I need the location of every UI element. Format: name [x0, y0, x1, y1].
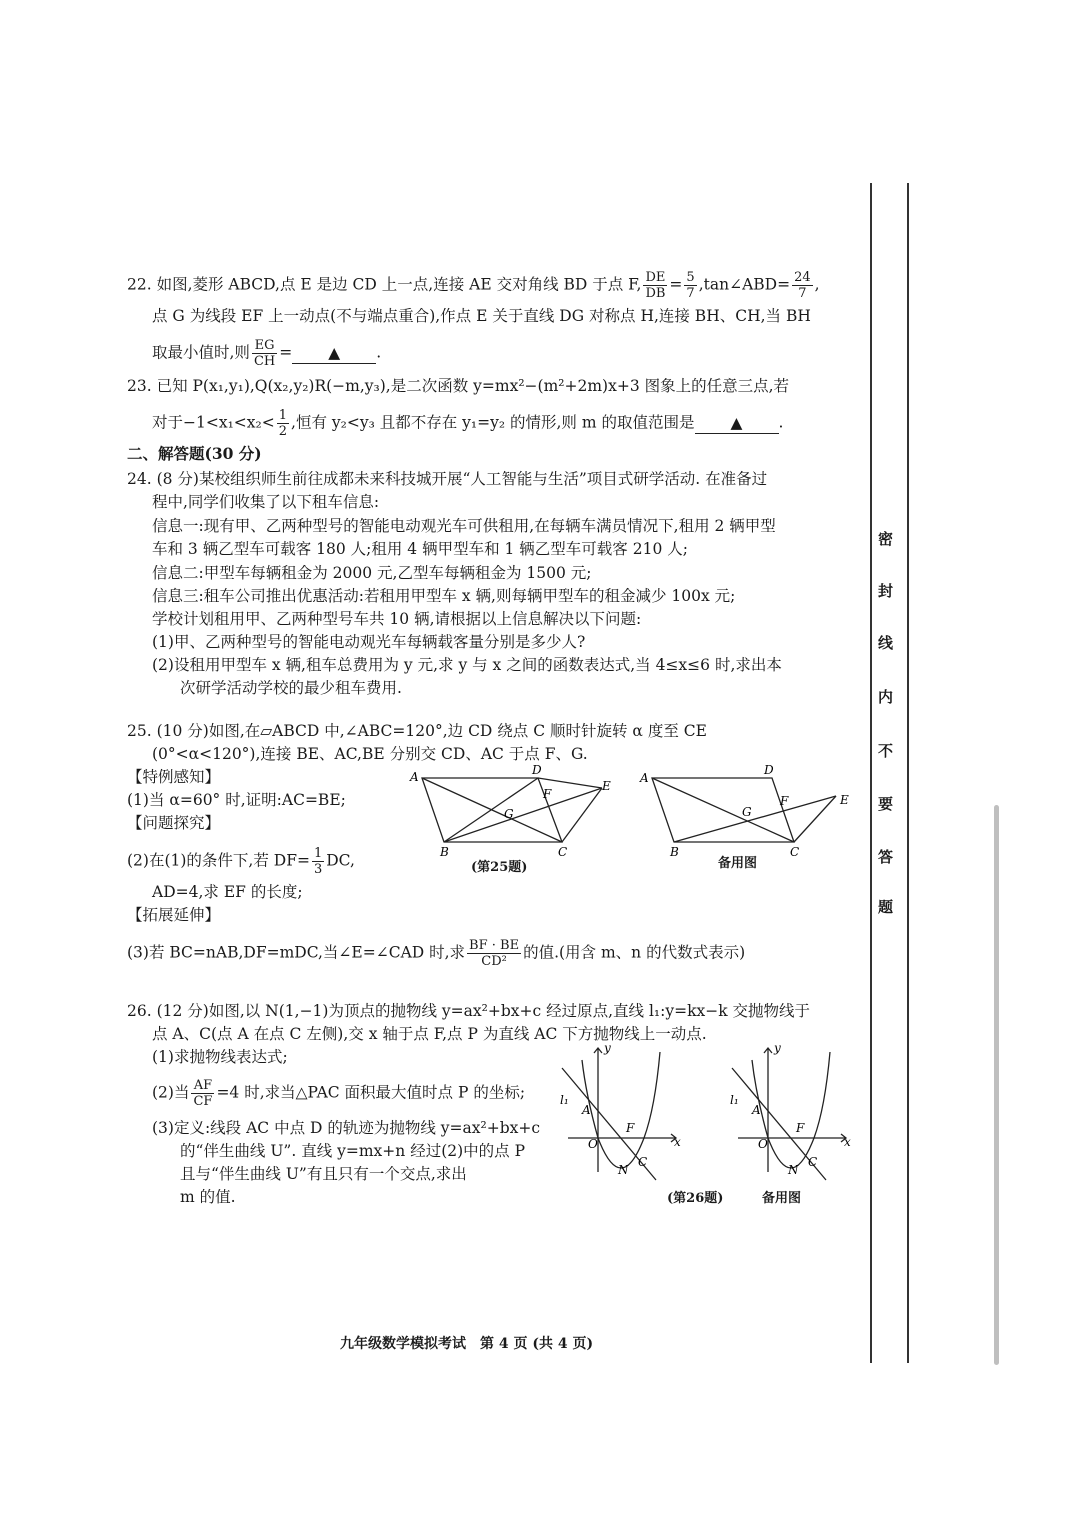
- q25-text: DC,: [326, 851, 355, 870]
- q25-spare-caption: 备用图: [718, 856, 758, 871]
- q25-frac-third: [312, 846, 324, 877]
- label-o: O: [588, 1137, 598, 1151]
- label-c: C: [790, 845, 800, 859]
- q24-line2: 程中,同学们收集了以下租车信息:: [152, 493, 380, 511]
- q25-heading1: 【特例感知】: [127, 768, 221, 786]
- q24-info1-cont: 车和 3 辆乙型车可载客 180 人;租用 4 辆甲型车和 1 辆乙型车可载客 210 人;: [152, 540, 688, 558]
- label-g: G: [504, 807, 514, 821]
- frac-den: DB: [645, 286, 666, 301]
- q23-text: ,恒有 y₂<y₃ 且都不存在 y₁=y₂ 的情形,则 m 的取值范围是: [291, 413, 695, 432]
- frac-den: 3: [313, 862, 323, 877]
- comma: ,: [814, 275, 820, 294]
- answer-blank: ▲: [292, 343, 376, 364]
- q22-line3: [152, 338, 381, 369]
- label-c: C: [638, 1155, 648, 1169]
- period: .: [376, 343, 382, 362]
- q26-line1: 26. (12 分)如图,以 N(1,−1)为顶点的抛物线 y=ax²+bx+c 经过原点,直线 l₁:y=kx−k 交抛物线于: [127, 1002, 811, 1020]
- q24-line1: 24. (8 分)某校组织师生前往成都未来科技城开展“人工智能与生活”项目式研学活动. 在准备过: [127, 470, 768, 488]
- q22-line2: 点 G 为线段 EF 上一动点(不与端点重合),作点 E 关于直线 DG 对称点 H,连接 BH、CH,当 BH: [152, 307, 811, 325]
- axis-y-label: y: [604, 1041, 611, 1055]
- q26-frac-af-cf: [191, 1078, 214, 1109]
- seal-line-inner: [870, 183, 872, 1363]
- q26-part3-cont1: 的“伴生曲线 U”. 直线 y=mx+n 经过(2)中的点 P: [180, 1142, 526, 1160]
- frac-num: BF · BE: [469, 938, 520, 953]
- section-heading: 二、解答题(30 分): [127, 444, 262, 463]
- q24-part2-cont: 次研学活动学校的最少租车费用.: [180, 679, 402, 697]
- axis-x-label: x: [844, 1135, 851, 1149]
- q24-part2: (2)设租用甲型车 x 辆,租车总费用为 y 元,求 y 与 x 之间的函数表达式,当 4≤x≤6 时,求出本: [152, 656, 782, 674]
- q26-part2: [152, 1078, 525, 1109]
- frac-den: CH: [253, 354, 276, 369]
- label-e: E: [602, 779, 611, 793]
- q22-frac-24-7: [792, 270, 813, 301]
- q25-heading3: 【拓展延伸】: [127, 906, 221, 924]
- frac-den: 2: [278, 424, 288, 439]
- seal-char: 线: [878, 634, 894, 652]
- frac-num: 5: [686, 270, 695, 285]
- axis-y-label: y: [774, 1041, 781, 1055]
- label-d: D: [532, 763, 542, 777]
- seal-char: 密: [878, 530, 894, 548]
- q22-frac-5-7: [684, 270, 696, 301]
- seal-line-outer: [907, 183, 909, 1363]
- frac-den: 7: [798, 286, 807, 301]
- q23-line2: [152, 408, 783, 439]
- q24-info1: 信息一:现有甲、乙两种型号的智能电动观光车可供租用,在每辆车满员情况下,租用 2 辆甲型: [152, 517, 776, 535]
- q26-figure-main: [560, 1040, 685, 1180]
- frac-den: CD²: [481, 954, 507, 969]
- q26-line2: 点 A、C(点 A 在点 C 左侧),交 x 轴于点 F,点 P 为直线 AC 下方抛物线上一动点.: [152, 1025, 707, 1043]
- q22-line1: [127, 270, 820, 301]
- label-c: C: [558, 845, 568, 859]
- q23-text: 对于−1<x₁<x₂<: [152, 413, 275, 432]
- frac-den: 7: [686, 286, 695, 301]
- period: .: [778, 413, 784, 432]
- answer-blank: ▲: [695, 413, 779, 434]
- q22-text: 22. 如图,菱形 ABCD,点 E 是边 CD 上一点,连接 AE 交对角线 BD 于点 F,: [127, 275, 642, 294]
- q25-part2-cont: AD=4,求 EF 的长度;: [152, 883, 303, 901]
- q26-part1: (1)求抛物线表达式;: [152, 1048, 288, 1066]
- label-n: N: [788, 1163, 799, 1177]
- q26-part3: (3)定义:线段 AC 中点 D 的轨迹为抛物线 y=ax²+bx+c: [152, 1119, 541, 1137]
- page-footer: 九年级数学模拟考试 第 4 页 (共 4 页): [340, 1336, 594, 1352]
- q26-figure-spare: [730, 1040, 855, 1180]
- label-n: N: [618, 1163, 629, 1177]
- q26-spare-caption: 备用图: [762, 1191, 802, 1206]
- q25-text: (2)在(1)的条件下,若 DF=: [127, 851, 310, 870]
- q25-figure-main: [400, 760, 620, 860]
- seal-char: 封: [878, 582, 894, 600]
- label-d: D: [764, 763, 774, 777]
- frac-num: 1: [278, 408, 288, 423]
- label-l1: l₁: [730, 1093, 739, 1107]
- q22-frac-de-db: [643, 270, 667, 301]
- q22-text: 取最小值时,则: [152, 343, 250, 362]
- scrollbar-thumb[interactable]: [994, 805, 999, 1365]
- label-a: A: [582, 1103, 591, 1117]
- seal-char: 题: [878, 898, 894, 916]
- label-g: G: [742, 805, 752, 819]
- frac-den: CF: [193, 1094, 213, 1109]
- label-a: A: [640, 771, 649, 785]
- label-f: F: [780, 794, 789, 808]
- q25-line2: (0°<α<120°),连接 BE、AC,BE 分别交 CD、AC 于点 F、G.: [152, 745, 588, 763]
- seal-char: 要: [878, 795, 894, 813]
- q26-text: =4 时,求当△PAC 面积最大值时点 P 的坐标;: [216, 1083, 526, 1102]
- label-b: B: [440, 845, 449, 859]
- q25-heading2: 【问题探究】: [127, 814, 221, 832]
- q26-part3-cont3: m 的值.: [180, 1188, 236, 1206]
- q25-frac-bf-be: [467, 938, 521, 969]
- q22-frac-eg-ch: [252, 338, 277, 369]
- equals: =: [669, 275, 683, 294]
- q25-figure-spare: [630, 760, 860, 860]
- q25-fig-caption: (第25题): [471, 860, 528, 875]
- q24-part1: (1)甲、乙两种型号的智能电动观光车每辆载客量分别是多少人?: [152, 633, 586, 651]
- label-a: A: [410, 770, 419, 784]
- equals: =: [279, 343, 293, 362]
- q25-text: (3)若 BC=nAB,DF=mDC,当∠E=∠CAD 时,求: [127, 943, 466, 962]
- q26-part3-cont2: 且与“伴生曲线 U”有且只有一个交点,求出: [180, 1165, 467, 1183]
- label-f: F: [626, 1121, 635, 1135]
- q25-text: 的值.(用含 m、n 的代数式表示): [523, 943, 746, 962]
- q23-frac-half: [277, 408, 289, 439]
- seal-char: 不: [878, 742, 894, 760]
- label-a: A: [752, 1103, 761, 1117]
- label-l1: l₁: [560, 1093, 569, 1107]
- frac-num: DE: [643, 270, 667, 286]
- q25-part3: [127, 938, 745, 969]
- label-c: C: [808, 1155, 818, 1169]
- frac-num: 24: [794, 270, 811, 285]
- seal-char: 内: [878, 688, 894, 706]
- q24-info3: 信息三:租车公司推出优惠活动:若租用甲型车 x 辆,则每辆甲型车的租金减少 100x 元;: [152, 587, 736, 605]
- q25-part2: [127, 846, 355, 877]
- q23-line1: 23. 已知 P(x₁,y₁),Q(x₂,y₂)R(−m,y₃),是二次函数 y=mx²−(m²+2m)x+3 图象上的任意三点,若: [127, 377, 790, 395]
- q25-line1: 25. (10 分)如图,在▱ABCD 中,∠ABC=120°,边 CD 绕点 C 顺时针旋转 α 度至 CE: [127, 722, 707, 740]
- q26-text: (2)当: [152, 1083, 190, 1102]
- label-o: O: [758, 1137, 768, 1151]
- label-f: F: [796, 1121, 805, 1135]
- frac-num: AF: [191, 1078, 214, 1094]
- label-b: B: [670, 845, 679, 859]
- q26-fig-caption: (第26题): [667, 1191, 724, 1206]
- label-e: E: [840, 793, 849, 807]
- q24-task: 学校计划租用甲、乙两种型号车共 10 辆,请根据以上信息解决以下问题:: [152, 610, 642, 628]
- q22-text-tan: ,tan∠ABD=: [698, 275, 791, 294]
- axis-x-label: x: [674, 1135, 681, 1149]
- q24-info2: 信息二:甲型车每辆租金为 2000 元,乙型车每辆租金为 1500 元;: [152, 564, 592, 582]
- frac-num: 1: [313, 846, 323, 861]
- q25-part1: (1)当 α=60° 时,证明:AC=BE;: [127, 791, 346, 809]
- seal-char: 答: [878, 848, 894, 866]
- frac-num: EG: [252, 338, 277, 354]
- label-f: F: [543, 787, 552, 801]
